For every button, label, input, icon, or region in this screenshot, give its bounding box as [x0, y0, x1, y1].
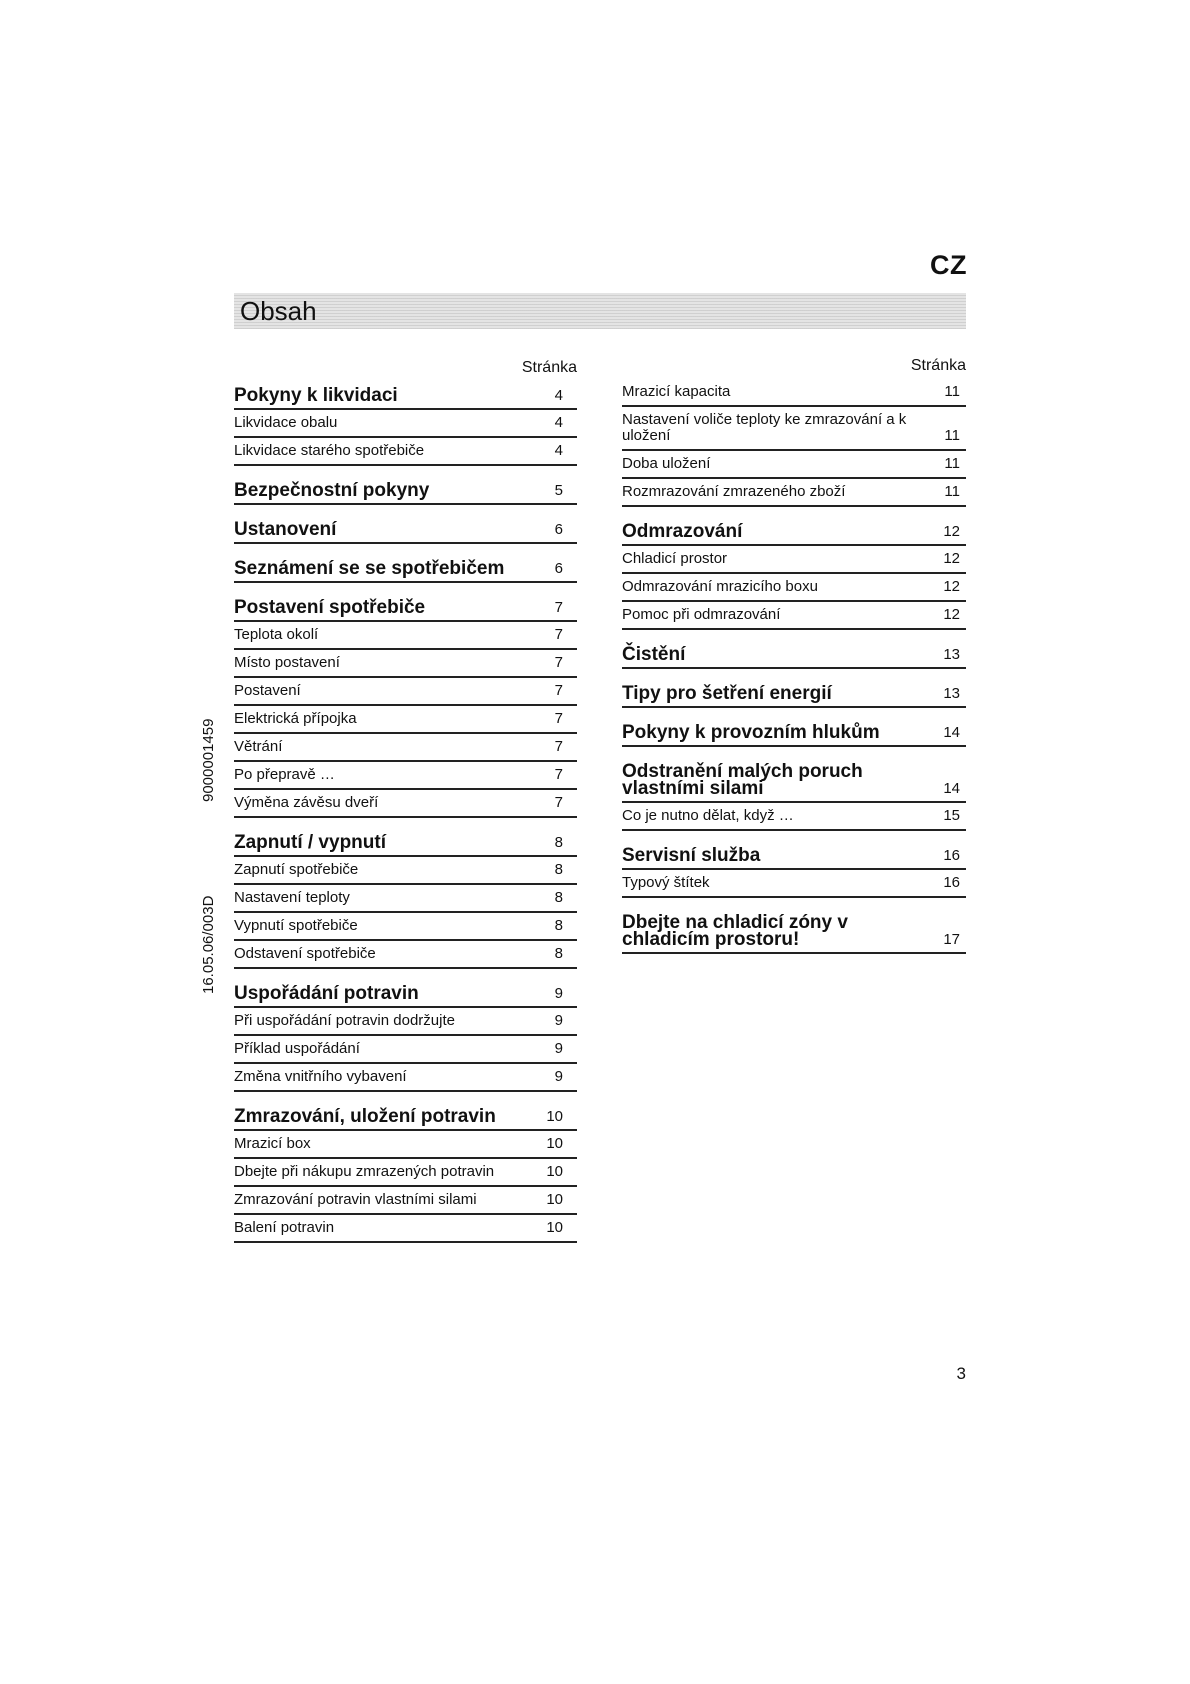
toc-page-number: 10: [546, 1108, 563, 1125]
toc-entry-label: Odmrazování mrazicího boxu: [622, 578, 818, 595]
toc-entry-label: Odstavení spotřebiče: [234, 945, 376, 962]
toc-entry[interactable]: [234, 734, 577, 762]
toc-entry-label: Změna vnitřního vybavení: [234, 1068, 407, 1085]
toc-entry-label: Místo postavení: [234, 654, 340, 671]
toc-page-number: 11: [944, 483, 960, 500]
toc-entry[interactable]: [234, 762, 577, 790]
toc-entry-label: Nastavení voliče teploty ke zmrazování a k uložení: [622, 411, 907, 444]
title-bar: [234, 293, 966, 329]
toc-entry[interactable]: [622, 870, 966, 898]
toc-section-title: Servisní služba: [622, 845, 761, 866]
toc-section-heading[interactable]: [622, 523, 966, 546]
toc-entry-label: Likvidace starého spotřebiče: [234, 442, 425, 459]
toc-entry-label: Teplota okolí: [234, 626, 319, 643]
toc-page-number: 7: [554, 599, 563, 616]
toc-entry-label: Pomoc při odmrazování: [622, 606, 781, 623]
page-number: 3: [956, 1364, 966, 1383]
toc-entry-label: Co je nutno dělat, když …: [622, 807, 794, 824]
toc-page-number: 9: [554, 1012, 563, 1029]
toc-page-number: 12: [943, 606, 960, 623]
toc-entry-label: Likvidace obalu: [234, 414, 338, 431]
toc-entry[interactable]: [622, 574, 966, 602]
toc-section-heading[interactable]: [234, 985, 577, 1008]
toc-column-right: [622, 353, 966, 954]
toc-page-number: 4: [554, 442, 563, 459]
toc-page-number: 11: [944, 383, 960, 400]
toc-entry[interactable]: [234, 650, 577, 678]
toc-entry[interactable]: [234, 885, 577, 913]
toc-entry[interactable]: [234, 1036, 577, 1064]
toc-entry[interactable]: [234, 1215, 577, 1243]
toc-page-number: 8: [554, 889, 563, 906]
toc-entry-label: Větrání: [234, 738, 283, 755]
toc-entry[interactable]: [622, 407, 966, 451]
toc-entry-label: Elektrická přípojka: [234, 710, 357, 727]
toc-entry-label: Postavení: [234, 682, 301, 699]
toc-entry[interactable]: [234, 1064, 577, 1092]
toc-page-number: 12: [943, 550, 960, 567]
toc-page-number: 15: [943, 807, 960, 824]
toc-page-number: 8: [554, 945, 563, 962]
toc-page-number: 16: [943, 874, 960, 891]
toc-entry[interactable]: [622, 546, 966, 574]
toc-entry-label: Nastavení teploty: [234, 889, 350, 906]
toc-entry-label: Zapnutí spotřebiče: [234, 861, 359, 878]
toc-page-number: 14: [943, 724, 960, 741]
toc-entry[interactable]: [622, 451, 966, 479]
document-number: 9000001459: [200, 718, 217, 802]
toc-entry[interactable]: [234, 1187, 577, 1215]
toc-entry[interactable]: [234, 622, 577, 650]
document-date-code: 16.05.06/003D: [200, 895, 217, 994]
toc-section-title: Čistění: [622, 644, 686, 665]
toc-page-number: 14: [943, 780, 960, 797]
toc-page-number: 5: [554, 482, 563, 499]
toc-section-title: Dbejte na chladicí zóny v chladicím prostoru!: [622, 912, 848, 950]
toc-page-number: 17: [943, 931, 960, 948]
toc-page-number: 13: [943, 646, 960, 663]
toc-page-number: 9: [554, 985, 563, 1002]
toc-entry-label: Balení potravin: [234, 1219, 335, 1236]
toc-entry-label: Výměna závěsu dveří: [234, 794, 379, 811]
toc-section-heading[interactable]: [234, 1108, 577, 1131]
toc-entry-label: Příklad uspořádání: [234, 1040, 360, 1057]
toc-section-title: Zmrazování, uložení potravin: [234, 1106, 496, 1127]
toc-entry-label: Dbejte při nákupu zmrazených potravin: [234, 1163, 495, 1180]
toc-section-heading[interactable]: [622, 914, 966, 954]
toc-section-heading[interactable]: [234, 521, 577, 544]
toc-section-heading[interactable]: [234, 482, 577, 505]
toc-section-heading[interactable]: [622, 685, 966, 708]
toc-list-left: [234, 387, 577, 1243]
toc-entry[interactable]: [234, 1008, 577, 1036]
toc-entry[interactable]: [234, 1131, 577, 1159]
toc-list-right: [622, 379, 966, 954]
toc-entry[interactable]: [234, 706, 577, 734]
toc-page-number: 10: [546, 1191, 563, 1208]
toc-section-heading[interactable]: [622, 646, 966, 669]
toc-page-number: 9: [554, 1068, 563, 1085]
toc-section-heading[interactable]: [234, 387, 577, 410]
toc-page-number: 4: [554, 387, 563, 404]
toc-section-title: Odmrazování: [622, 521, 743, 542]
toc-entry[interactable]: [234, 857, 577, 885]
toc-entry-label: Rozmrazování zmrazeného zboží: [622, 483, 846, 500]
toc-column-left: [234, 355, 577, 1243]
toc-page-number: 7: [554, 766, 563, 783]
page-title: Obsah: [240, 296, 317, 326]
toc-page-number: 7: [554, 738, 563, 755]
language-code: CZ: [930, 250, 967, 280]
toc-page-number: 6: [554, 521, 563, 538]
toc-page-number: 13: [943, 685, 960, 702]
toc-entry[interactable]: [622, 479, 966, 507]
toc-entry-label: Po přepravě …: [234, 766, 335, 783]
toc-entry[interactable]: [622, 379, 966, 407]
toc-entry-label: Mrazicí box: [234, 1135, 311, 1152]
toc-page-number: 7: [554, 682, 563, 699]
toc-entry-label: Mrazicí kapacita: [622, 383, 731, 400]
toc-section-title: Postavení spotřebiče: [234, 597, 426, 618]
toc-section-title: Pokyny k likvidaci: [234, 385, 398, 406]
toc-page-number: 7: [554, 626, 563, 643]
toc-page-number: 9: [554, 1040, 563, 1057]
toc-section-heading[interactable]: [234, 560, 577, 583]
toc-page-number: 7: [554, 794, 563, 811]
toc-entry-label: Chladicí prostor: [622, 550, 728, 567]
toc-page-number: 10: [546, 1135, 563, 1152]
toc-page-number: 10: [546, 1163, 563, 1180]
toc-entry-label: Zmrazování potravin vlastními silami: [234, 1191, 477, 1208]
toc-page-number: 11: [944, 455, 960, 472]
toc-section-title: Odstranění malých poruch vlastními silami: [622, 761, 863, 799]
toc-entry[interactable]: [622, 803, 966, 831]
toc-page-number: 12: [943, 578, 960, 595]
toc-section-title: Bezpečnostní pokyny: [234, 480, 430, 501]
toc-section-title: Zapnutí / vypnutí: [234, 832, 386, 853]
toc-section-title: Pokyny k provozním hlukům: [622, 722, 880, 743]
toc-section-title: Ustanovení: [234, 519, 337, 540]
page-column-label: Stránka: [910, 357, 966, 374]
toc-entry[interactable]: [234, 410, 577, 438]
toc-entry[interactable]: [234, 941, 577, 969]
toc-entry[interactable]: [234, 678, 577, 706]
toc-page-number: 8: [554, 917, 563, 934]
toc-page-number: 8: [554, 861, 563, 878]
toc-page-number: 10: [546, 1219, 563, 1236]
toc-section-title: Uspořádání potravin: [234, 983, 419, 1004]
toc-page-number: 7: [554, 654, 563, 671]
toc-page-number: 16: [943, 847, 960, 864]
toc-entry[interactable]: [622, 602, 966, 630]
toc-section-heading[interactable]: [622, 847, 966, 870]
toc-page-number: 6: [554, 560, 563, 577]
toc-section-heading[interactable]: [234, 834, 577, 857]
toc-entry[interactable]: [234, 913, 577, 941]
toc-section-title: Seznámení se se spotřebičem: [234, 558, 505, 579]
toc-section-heading[interactable]: [622, 724, 966, 747]
toc-section-heading[interactable]: [622, 763, 966, 803]
toc-page-number: 7: [554, 710, 563, 727]
toc-section-heading[interactable]: [234, 599, 577, 622]
toc-entry-label: Typový štítek: [622, 874, 710, 891]
toc-entry[interactable]: [234, 790, 577, 818]
toc-page-number: 11: [944, 427, 960, 444]
toc-entry-label: Při uspořádání potravin dodržujte: [234, 1012, 455, 1029]
toc-page-number: 4: [554, 414, 563, 431]
toc-entry[interactable]: [234, 1159, 577, 1187]
toc-entry-label: Vypnutí spotřebiče: [234, 917, 358, 934]
toc-section-title: Tipy pro šetření energií: [622, 683, 832, 704]
page-column-label: Stránka: [521, 359, 577, 376]
toc-entry-label: Doba uložení: [622, 455, 711, 472]
toc-page-number: 12: [943, 523, 960, 540]
toc-page-number: 8: [554, 834, 563, 851]
toc-entry[interactable]: [234, 438, 577, 466]
